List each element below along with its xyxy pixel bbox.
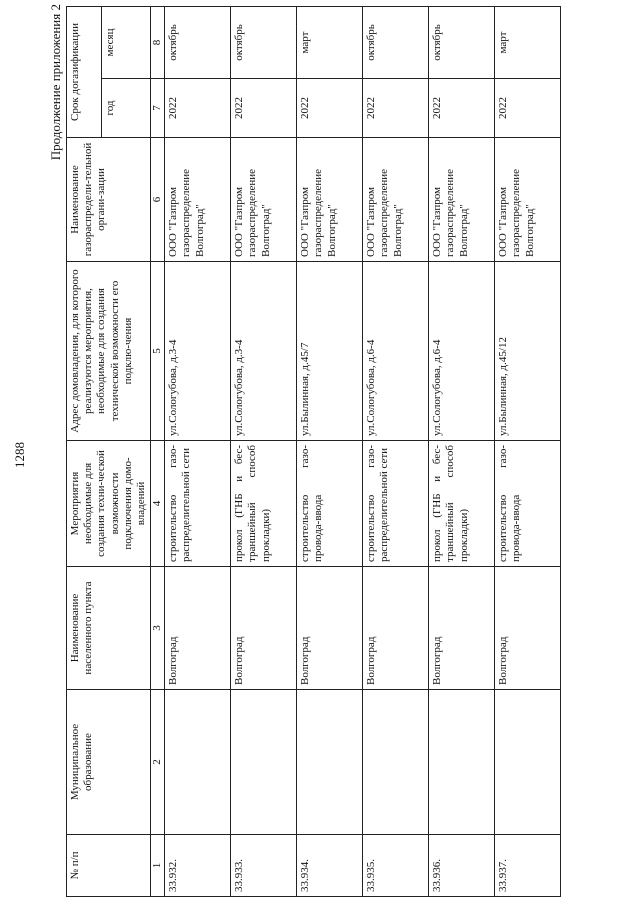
row-municipality	[297, 690, 363, 835]
row-measure: строительство газо-распределительной сети	[363, 441, 429, 567]
row-number: 33.933.	[231, 835, 297, 897]
row-month: март	[495, 6, 561, 78]
header-year: год	[102, 79, 151, 138]
row-address: ул.Сологубова, д.3-4	[231, 262, 297, 441]
row-municipality	[429, 690, 495, 835]
row-address: ул.Сологубова, д.3-4	[165, 262, 231, 441]
row-settlement: Волгоград	[495, 567, 561, 690]
row-org: ООО "Газпром газораспределение Волгоград"	[165, 138, 231, 262]
header-org: Наименование газораспредели-тельной органи-зации	[67, 138, 151, 262]
row-address: ул.Былинная, д.45/12	[495, 262, 561, 441]
gasification-table	[66, 6, 561, 897]
row-year: 2022	[495, 79, 561, 138]
row-org: ООО "Газпром газораспределение Волгоград"	[429, 138, 495, 262]
table-row	[231, 6, 297, 896]
table-row	[495, 6, 561, 896]
column-number: 1	[151, 835, 165, 897]
row-measure: прокол (ГНБ и бес-траншейный способ прокладки)	[429, 441, 495, 567]
row-year: 2022	[429, 79, 495, 138]
table-row	[165, 6, 231, 896]
row-month: март	[297, 6, 363, 78]
page-number: 1288	[12, 442, 27, 468]
row-settlement: Волгоград	[363, 567, 429, 690]
column-number: 6	[151, 138, 165, 262]
column-number: 4	[151, 441, 165, 567]
column-number: 3	[151, 567, 165, 690]
row-number: 33.932.	[165, 835, 231, 897]
row-month: октябрь	[429, 6, 495, 78]
column-number: 2	[151, 690, 165, 835]
row-year: 2022	[165, 79, 231, 138]
row-settlement: Волгоград	[165, 567, 231, 690]
row-address: ул.Сологубова, д.6-4	[429, 262, 495, 441]
row-measure: прокол (ГНБ и бес-траншейный способ прокладки)	[231, 441, 297, 567]
row-municipality	[165, 690, 231, 835]
header-num: № п/п	[67, 835, 151, 897]
row-address: ул.Былинная, д.45/7	[297, 262, 363, 441]
row-month: октябрь	[165, 6, 231, 78]
row-number: 33.936.	[429, 835, 495, 897]
column-number: 7	[151, 79, 165, 138]
row-org: ООО "Газпром газораспределение Волгоград"	[297, 138, 363, 262]
column-number: 8	[151, 6, 165, 78]
row-number: 33.934.	[297, 835, 363, 897]
table-row	[429, 6, 495, 896]
header-municipality: Муниципальное образование	[67, 690, 151, 835]
row-year: 2022	[363, 79, 429, 138]
row-month: октябрь	[231, 6, 297, 78]
column-number: 5	[151, 262, 165, 441]
row-settlement: Волгоград	[429, 567, 495, 690]
row-month: октябрь	[363, 6, 429, 78]
row-number: 33.937.	[495, 835, 561, 897]
row-org: ООО "Газпром газораспределение Волгоград"	[231, 138, 297, 262]
row-settlement: Волгоград	[231, 567, 297, 690]
column-number-row	[151, 6, 165, 896]
row-year: 2022	[297, 79, 363, 138]
row-measure: строительство газо-провода-ввода	[495, 441, 561, 567]
header-settlement: Наименование населенного пункта	[67, 567, 151, 690]
row-org: ООО "Газпром газораспределение Волгоград"	[363, 138, 429, 262]
row-settlement: Волгоград	[297, 567, 363, 690]
row-municipality	[363, 690, 429, 835]
header-month: месяц	[102, 6, 151, 78]
header-deadline: Срок догазификации	[67, 6, 102, 137]
row-year: 2022	[231, 79, 297, 138]
row-measure: строительство газо-распределительной сети	[165, 441, 231, 567]
row-measure: строительство газо-провода-ввода	[297, 441, 363, 567]
row-municipality	[231, 690, 297, 835]
header-measure: Мероприятия необходимые для создания техни-ческой возможности подключения домо-владений	[67, 441, 151, 567]
continuation-caption: Продолжение приложения 2	[48, 4, 63, 161]
header-row	[67, 6, 102, 896]
row-municipality	[495, 690, 561, 835]
header-address: Адрес домовладения, для которого реализуются мероприятия, необходимые для создания технической возможности его подклю-чения	[67, 262, 151, 441]
row-address: ул.Сологубова, д.6-4	[363, 262, 429, 441]
row-org: ООО "Газпром газораспределение Волгоград"	[495, 138, 561, 262]
table-row	[297, 6, 363, 896]
row-number: 33.935.	[363, 835, 429, 897]
table-row	[363, 6, 429, 896]
